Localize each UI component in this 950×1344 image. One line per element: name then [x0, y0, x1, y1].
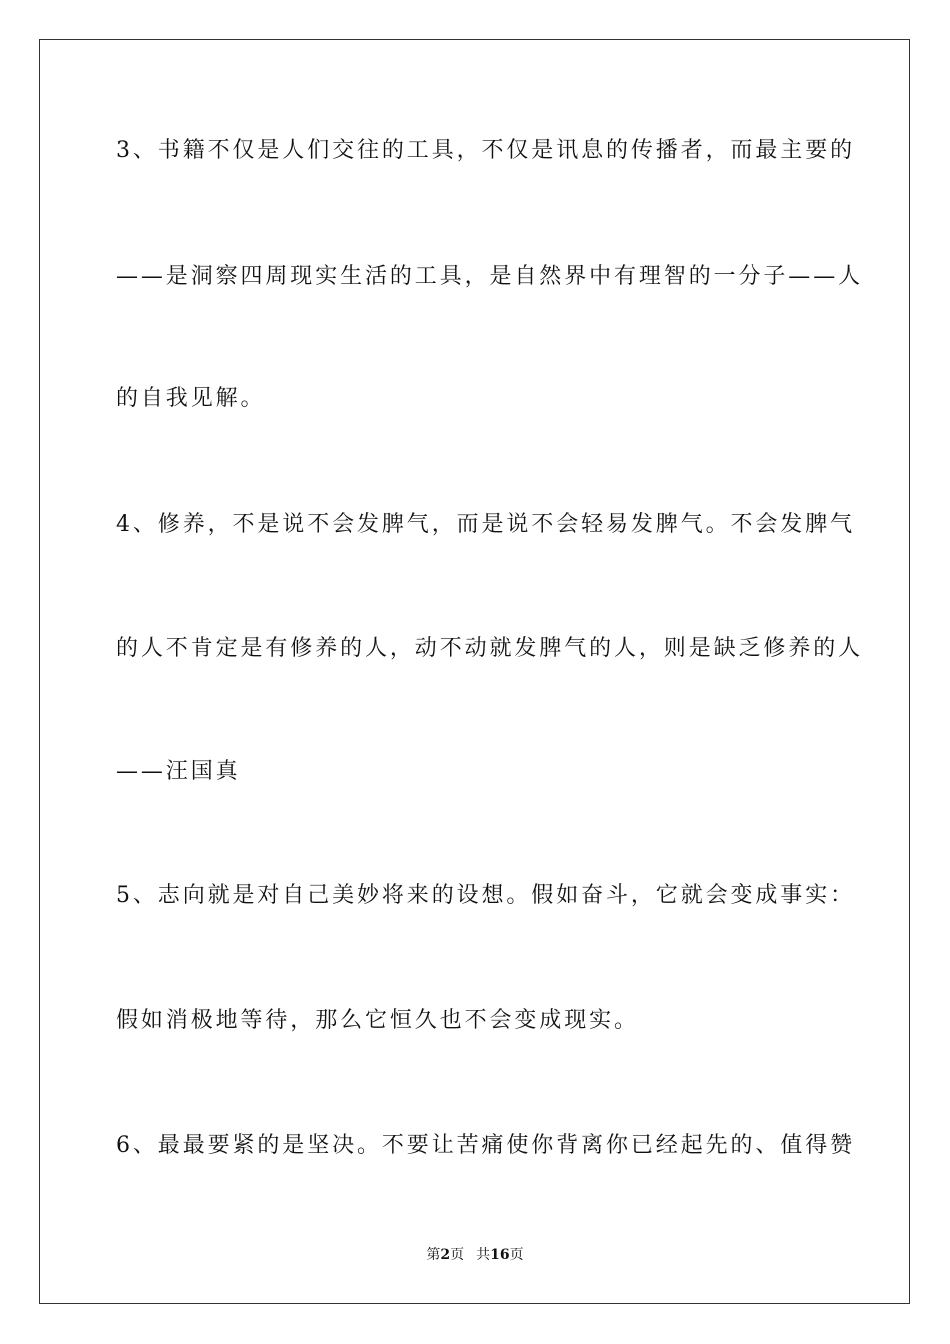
page-border — [39, 39, 910, 1304]
page-suffix: 页 — [450, 1247, 465, 1263]
paragraph-line: 假如消极地等待，那么它恒久也不会变成现实。 — [116, 1008, 639, 1033]
total-suffix: 页 — [509, 1247, 524, 1263]
total-prefix: 共 — [476, 1247, 491, 1263]
paragraph-line: 5、志向就是对自己美妙将来的设想。假如奋斗，它就会变成事实： — [116, 883, 855, 908]
paragraph-line: 的人不肯定是有修养的人，动不动就发脾气的人，则是缺乏修养的人 — [116, 636, 864, 661]
paragraph-line: ——是洞察四周现实生活的工具，是自然界中有理智的一分子——人 — [116, 264, 864, 289]
paragraph-line: 6、最最要紧的是坚决。不要让苦痛使你背离你已经起先的、值得赞 — [116, 1133, 855, 1158]
paragraph-line: 的自我见解。 — [116, 386, 266, 411]
paragraph-line: ——汪国真 — [116, 759, 241, 784]
total-pages: 16 — [490, 1247, 510, 1263]
page-footer — [0, 1246, 950, 1264]
page-prefix: 第 — [426, 1247, 441, 1263]
page-number: 2 — [440, 1247, 451, 1263]
paragraph-line: 3、书籍不仅是人们交往的工具，不仅是讯息的传播者，而最主要的 — [116, 138, 855, 163]
paragraph-line: 4、修养，不是说不会发脾气，而是说不会轻易发脾气。不会发脾气 — [116, 512, 855, 537]
